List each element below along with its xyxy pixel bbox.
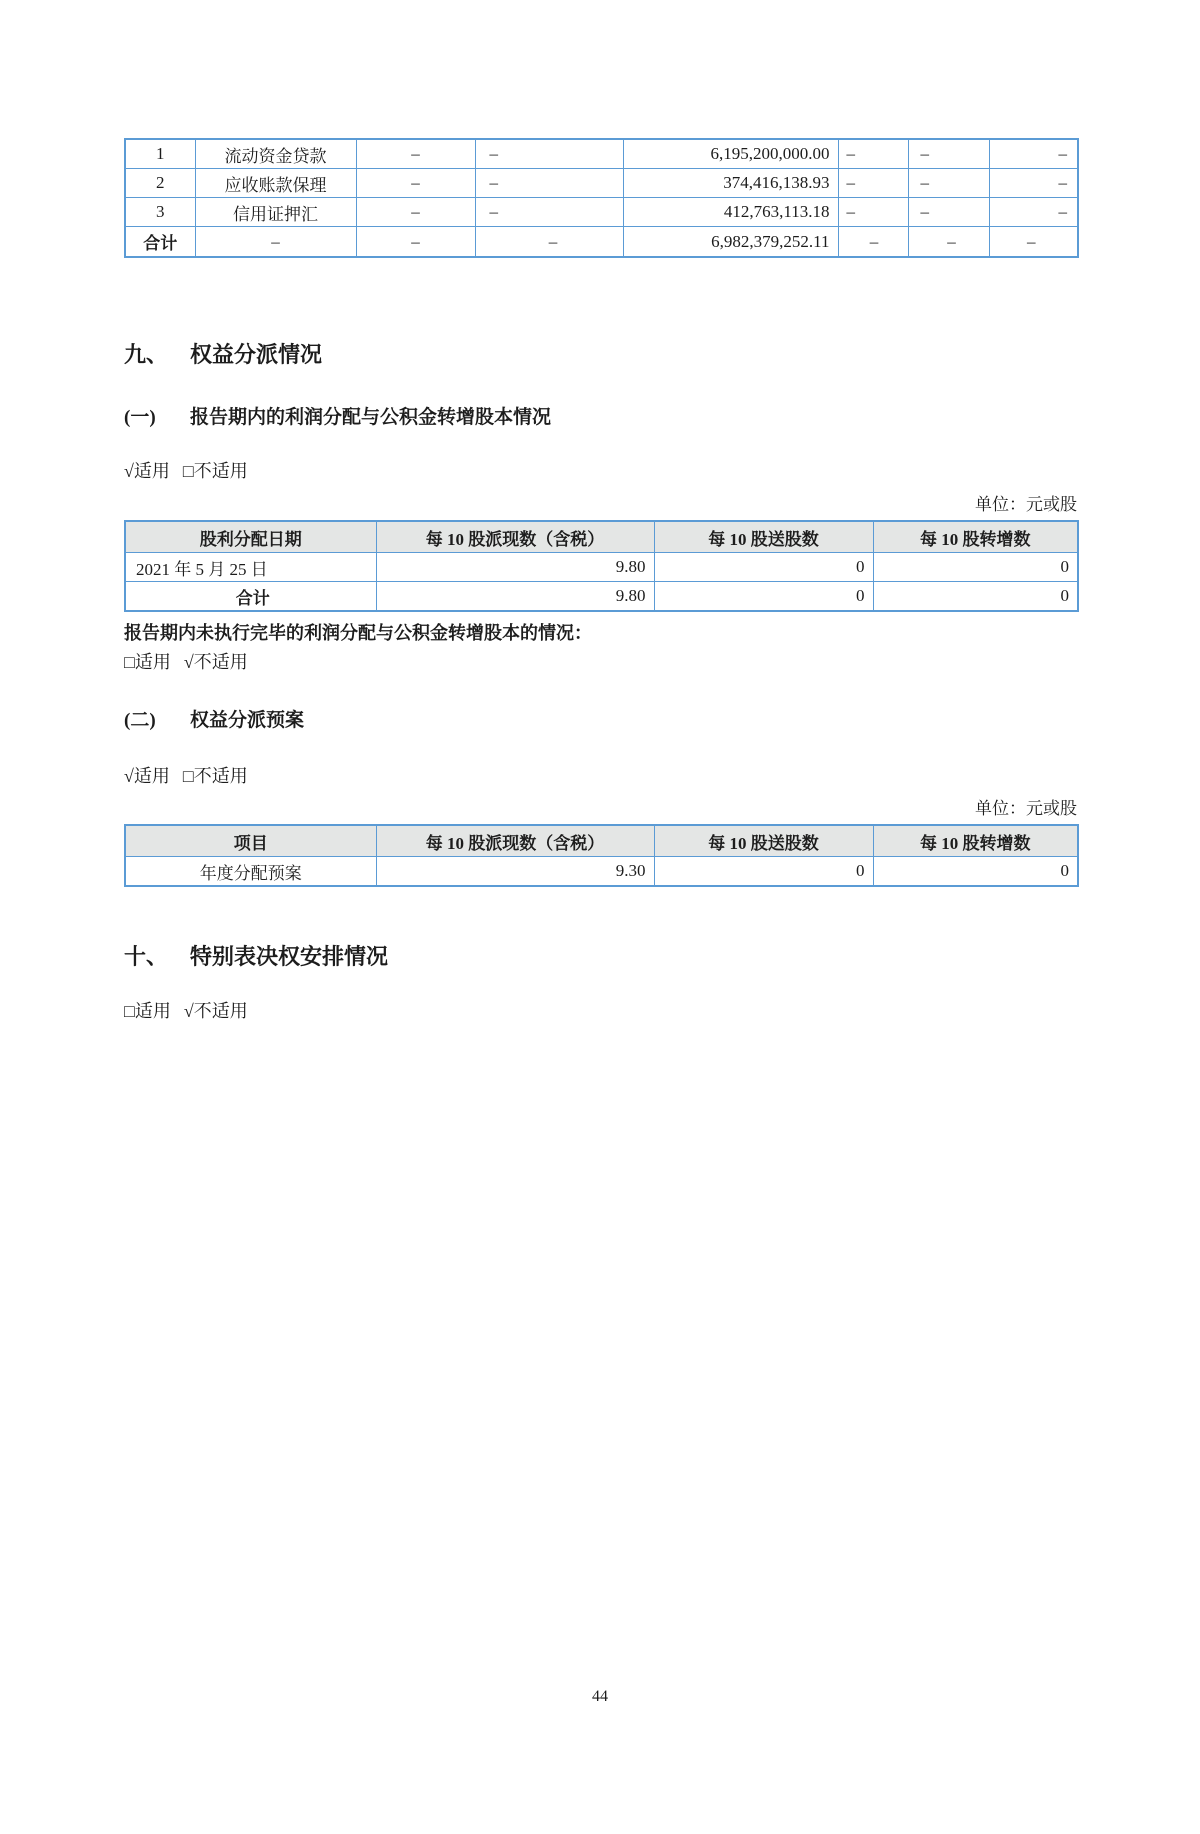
total-label: 合计	[125, 227, 195, 258]
cell: –	[475, 227, 623, 258]
section-number: 十、	[124, 944, 169, 969]
item-name: 流动资金贷款	[195, 139, 356, 169]
column-header: 每 10 股派现数（含税）	[376, 521, 654, 553]
table-header-row	[125, 521, 1078, 553]
amount-cell: 6,195,200,000.00	[623, 139, 838, 169]
total-label: 合计	[125, 582, 376, 612]
cell: –	[475, 198, 623, 227]
table-row	[125, 198, 1078, 227]
proposal-item: 年度分配预案	[125, 857, 376, 887]
checkbox-unchecked-option: □适用	[124, 652, 171, 672]
cell: –	[356, 169, 475, 198]
cell: –	[195, 227, 356, 258]
unit-label: 单位：元或股	[975, 799, 1077, 818]
cell: –	[356, 139, 475, 169]
cell: –	[908, 198, 989, 227]
subsection-9-2-heading	[124, 709, 1077, 732]
cell: –	[989, 139, 1078, 169]
applicability-line	[124, 765, 1077, 787]
column-header: 每 10 股转增数	[873, 521, 1078, 553]
table-row	[125, 857, 1078, 887]
row-number: 2	[125, 169, 195, 198]
applicability-line	[124, 1000, 1077, 1022]
table-total-row	[125, 227, 1078, 258]
section-title: 权益分派情况	[190, 342, 323, 367]
cell: –	[908, 227, 989, 258]
table-row	[125, 139, 1078, 169]
bonus-shares: 0	[654, 582, 873, 612]
amount-cell: 412,763,113.18	[623, 198, 838, 227]
transfer-shares: 0	[873, 553, 1078, 582]
column-header: 项目	[125, 825, 376, 857]
section-10-heading	[124, 944, 1077, 970]
section-9-heading	[124, 342, 1077, 368]
amount-cell: 6,982,379,252.11	[623, 227, 838, 258]
cell: –	[989, 169, 1078, 198]
cell: –	[475, 139, 623, 169]
cell: –	[356, 227, 475, 258]
row-number: 3	[125, 198, 195, 227]
column-header: 股利分配日期	[125, 521, 376, 553]
row-number: 1	[125, 139, 195, 169]
table-row	[125, 553, 1078, 582]
transfer-shares: 0	[873, 582, 1078, 612]
checkbox-checked-option: √不适用	[183, 1001, 248, 1021]
column-header: 每 10 股转增数	[873, 825, 1078, 857]
cell: –	[908, 139, 989, 169]
amount-cell: 374,416,138.93	[623, 169, 838, 198]
checkbox-unchecked-option: □适用	[124, 1001, 171, 1021]
checkbox-unchecked-option: □不适用	[182, 461, 248, 481]
column-header: 每 10 股派现数（含税）	[376, 825, 654, 857]
cash-per-10-shares: 9.80	[376, 553, 654, 582]
checkbox-checked-option: √不适用	[183, 652, 248, 672]
checkbox-unchecked-option: □不适用	[182, 766, 248, 786]
financing-summary-table	[124, 138, 1079, 258]
table-total-row	[125, 582, 1078, 612]
unit-label: 单位：元或股	[975, 495, 1077, 514]
document-content	[124, 138, 1077, 1022]
dividend-distribution-table	[124, 520, 1079, 612]
column-header: 每 10 股送股数	[654, 521, 873, 553]
dividend-date: 2021 年 5 月 25 日	[125, 553, 376, 582]
bonus-shares: 0	[654, 553, 873, 582]
cell: –	[989, 198, 1078, 227]
section-number: 九、	[124, 342, 169, 367]
cell: –	[908, 169, 989, 198]
transfer-shares: 0	[873, 857, 1078, 887]
subsection-number: (二)	[124, 710, 156, 731]
cell: –	[356, 198, 475, 227]
bonus-shares: 0	[654, 857, 873, 887]
applicability-line	[124, 460, 1077, 482]
cell: –	[838, 139, 908, 169]
cell: –	[838, 198, 908, 227]
unfinished-distribution-note: 报告期内未执行完毕的利润分配与公积金转增股本的情况：	[124, 623, 592, 643]
cell: –	[838, 227, 908, 258]
dividend-proposal-table	[124, 824, 1079, 887]
table-row	[125, 169, 1078, 198]
cash-per-10-shares: 9.80	[376, 582, 654, 612]
cell: –	[475, 169, 623, 198]
subsection-number: (一)	[124, 407, 156, 428]
table-header-row	[125, 825, 1078, 857]
column-header: 每 10 股送股数	[654, 825, 873, 857]
checkbox-checked-option: √适用	[124, 766, 170, 786]
subsection-9-1-heading	[124, 406, 1077, 429]
page-number: 44	[592, 1688, 608, 1705]
item-name: 应收账款保理	[195, 169, 356, 198]
subsection-title: 权益分派预案	[190, 710, 305, 731]
item-name: 信用证押汇	[195, 198, 356, 227]
section-title: 特别表决权安排情况	[190, 944, 389, 969]
subsection-title: 报告期内的利润分配与公积金转增股本情况	[190, 407, 552, 428]
checkbox-checked-option: √适用	[124, 461, 170, 481]
cell: –	[989, 227, 1078, 258]
cell: –	[838, 169, 908, 198]
applicability-line	[124, 651, 1077, 673]
cash-per-10-shares: 9.30	[376, 857, 654, 887]
